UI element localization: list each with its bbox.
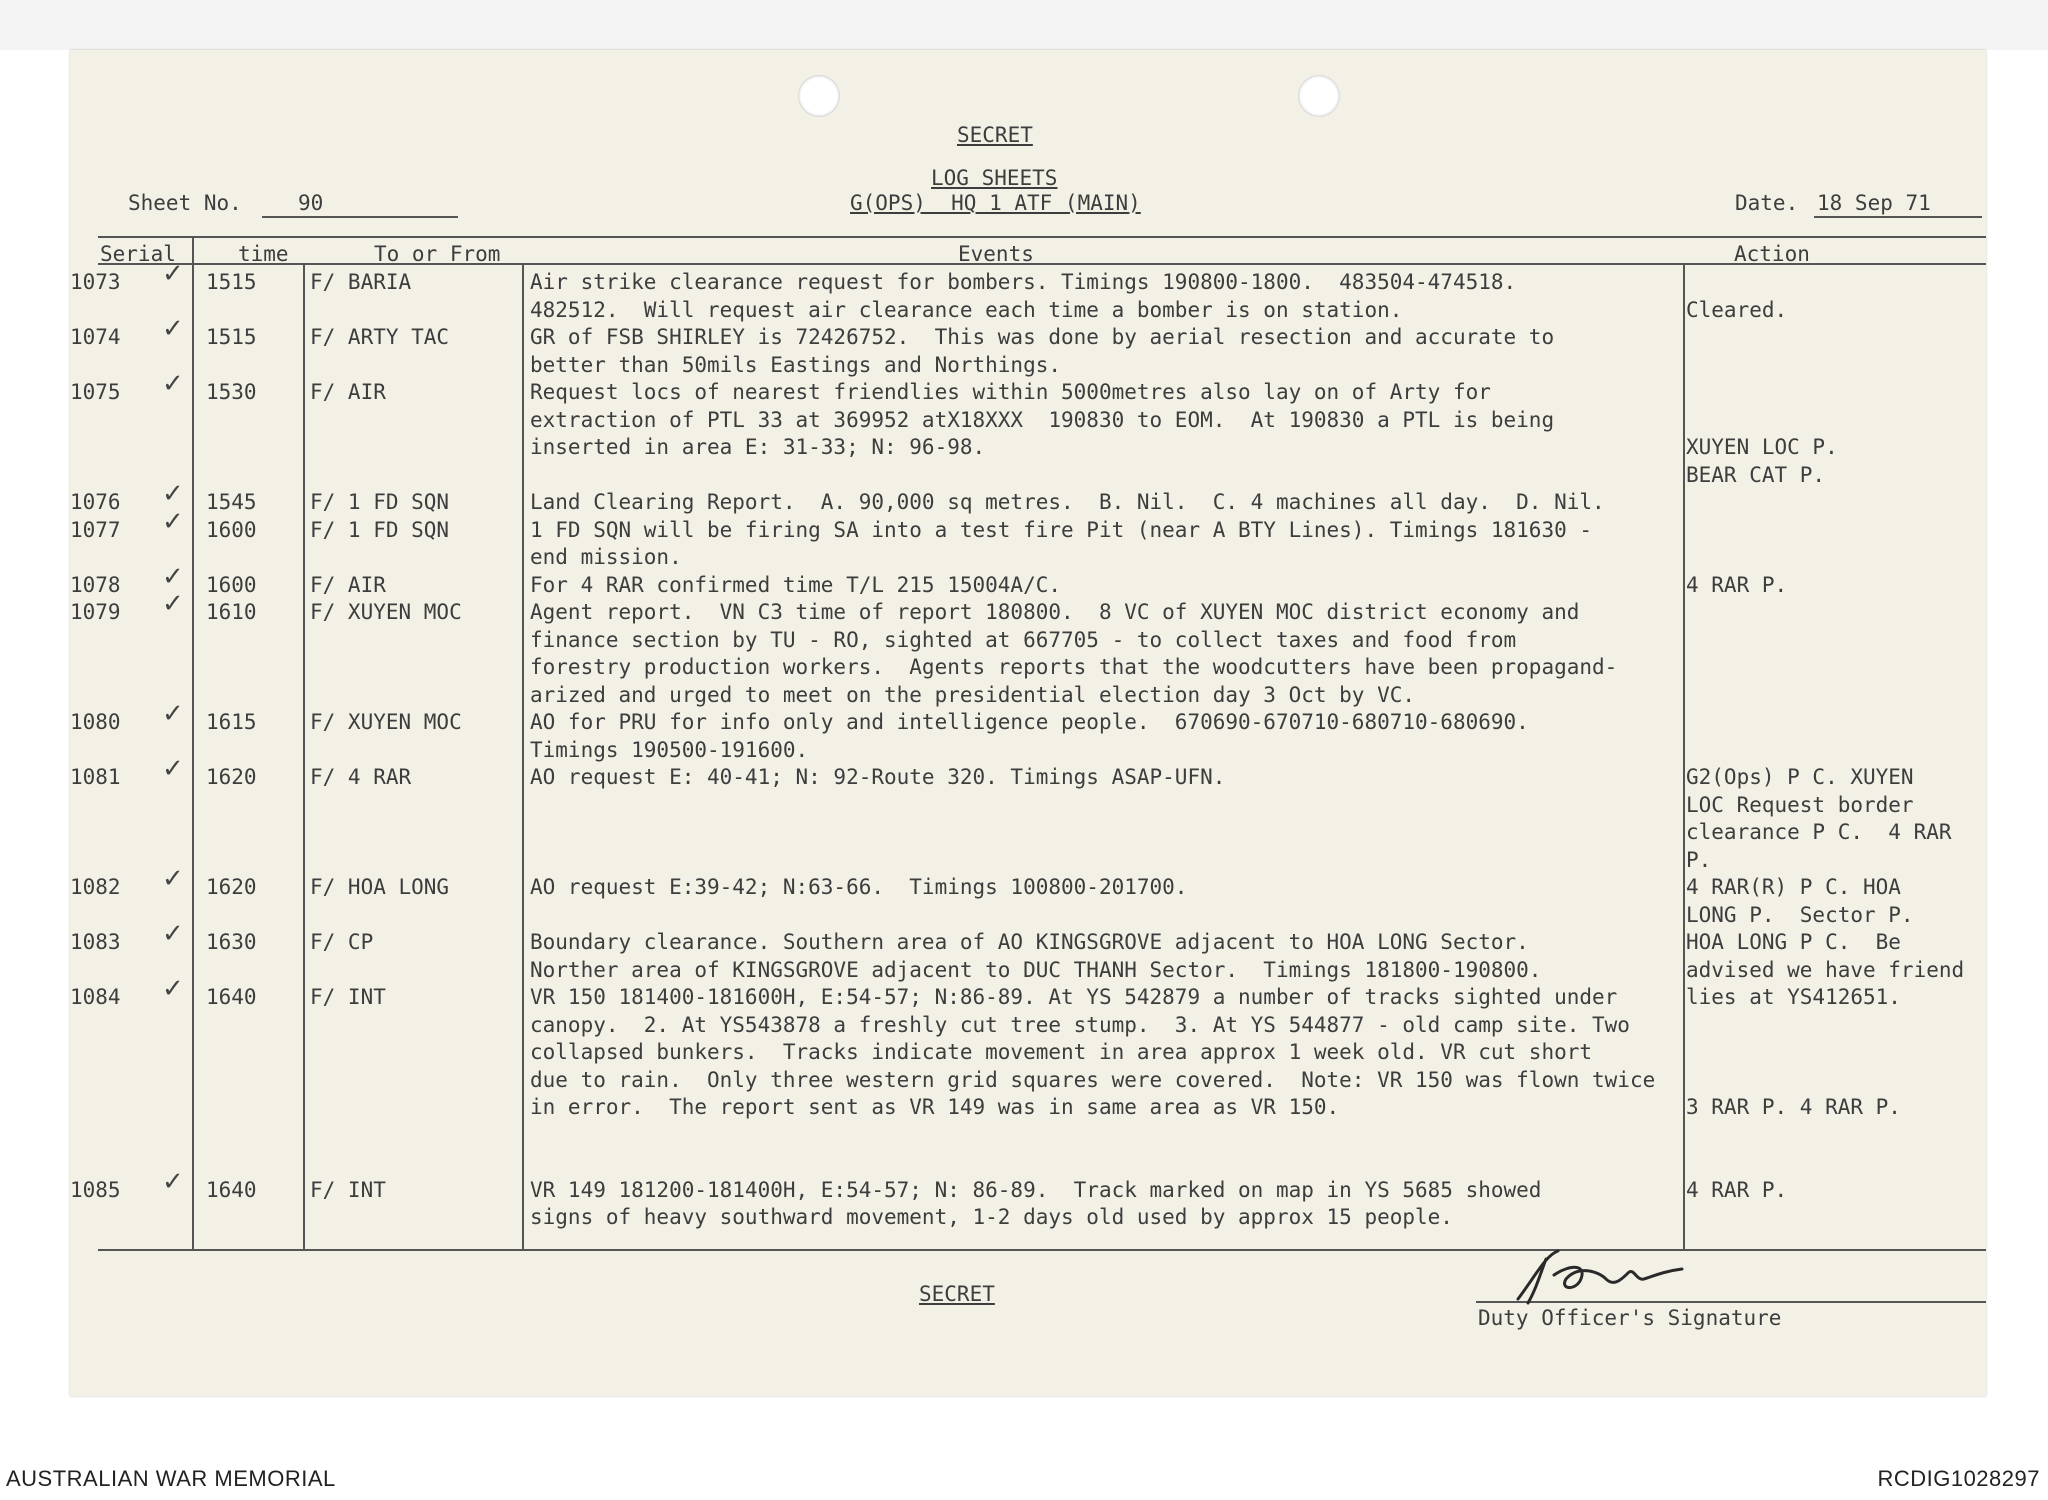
entry-source: F/ 1 FD SQN [310, 490, 450, 514]
entry-time: 1545 [206, 490, 257, 514]
entry-action-line: HOA LONG P C. Be [1686, 930, 1901, 954]
entry-serial: 1078 [70, 572, 121, 597]
log-sheet-page [70, 50, 1986, 1396]
entry-event-line: signs of heavy southward movement, 1-2 days old used by approx 15 people. [530, 1205, 1453, 1229]
entry-time: 1620 [206, 765, 257, 789]
column-header-events: Events [958, 242, 1034, 266]
date-label: Date. [1735, 191, 1799, 215]
column-header-action: Action [1734, 242, 1810, 266]
check-mark-icon: ✓ [162, 314, 184, 344]
entry-event-line: inserted in area E: 31-33; N: 96-98. [530, 435, 986, 459]
entry-action-line: 4 RAR(R) P C. HOA [1686, 875, 1901, 899]
entry-event-line: AO request E: 40-41; N: 92-Route 320. Timings ASAP-UFN. [530, 765, 1226, 789]
check-mark-icon: ✓ [162, 754, 184, 784]
entry-source: F/ 1 FD SQN [310, 517, 450, 542]
check-mark-icon: ✓ [162, 561, 184, 592]
check-mark-icon: ✓ [162, 974, 184, 1004]
entry-event-line: VR 149 181200-181400H, E:54-57; N: 86-89. Track marked on map in YS 5685 showed [530, 1177, 1542, 1202]
check-mark-icon: ✓ [162, 699, 184, 729]
archive-item-id: RCDIG1028297 [1877, 1466, 2040, 1491]
table-top-rule [98, 236, 1986, 238]
entry-event-line: Request locs of nearest friendlies within 5000metres also lay on of Arty for [530, 380, 1491, 404]
entry-action-line: BEAR CAT P. [1686, 462, 1826, 487]
check-mark-icon: ✓ [162, 1166, 184, 1197]
sheet-number-label: Sheet No. [128, 191, 242, 215]
entry-time: 1515 [206, 270, 257, 294]
classification-bottom: SECRET [919, 1282, 995, 1306]
check-mark-icon: ✓ [162, 506, 184, 537]
entry-action-line: G2(Ops) P C. XUYEN [1686, 765, 1914, 789]
entry-event-line: finance section by TU - RO, sighted at 667705 - to collect taxes and food from [530, 627, 1517, 652]
duty-officer-signature [1506, 1245, 1706, 1315]
entry-serial: 1079 [70, 600, 121, 624]
unit-name: G(OPS) HQ 1 ATF (MAIN) [850, 191, 1141, 215]
entry-event-line: due to rain. Only three western grid squares were covered. Note: VR 150 was flown twice [530, 1067, 1656, 1092]
entry-time: 1630 [206, 930, 257, 954]
entry-event-line: For 4 RAR confirmed time T/L 215 15004A/C. [530, 572, 1062, 597]
date-line [1814, 216, 1982, 218]
entry-serial: 1076 [70, 490, 121, 514]
entry-action-line: Cleared. [1686, 297, 1788, 322]
entry-event-line: Timings 190500-191600. [530, 737, 809, 762]
entry-time: 1600 [206, 572, 257, 597]
entry-action-line: P. [1686, 847, 1712, 872]
col-divider-from [522, 263, 524, 1250]
entry-event-line: extraction of PTL 33 at 369952 atX18XXX 190830 to EOM. At 190830 a PTL is being [530, 407, 1555, 432]
document-title: LOG SHEETS [931, 166, 1058, 190]
entry-source: F/ BARIA [310, 270, 412, 294]
entry-source: F/ 4 RAR [310, 765, 412, 789]
entry-time: 1615 [206, 710, 257, 734]
archive-source-label: AUSTRALIAN WAR MEMORIAL [6, 1466, 336, 1491]
entry-action-line: LONG P. Sector P. [1686, 902, 1914, 927]
entry-serial: 1081 [70, 765, 121, 789]
classification-top: SECRET [957, 123, 1033, 147]
entry-serial: 1075 [70, 380, 121, 404]
entry-event-line: 1 FD SQN will be firing SA into a test fire Pit (near A BTY Lines). Timings 181630 - [530, 517, 1593, 542]
check-mark-icon: ✓ [162, 589, 184, 619]
entry-event-line: collapsed bunkers. Tracks indicate movement in area approx 1 week old. VR cut short [530, 1040, 1593, 1064]
entry-event-line: end mission. [530, 545, 682, 569]
entry-action-line: 3 RAR P. 4 RAR P. [1686, 1095, 1901, 1119]
entry-serial: 1073 [70, 270, 121, 294]
col-divider-time [303, 263, 305, 1250]
check-mark-icon: ✓ [162, 369, 184, 399]
entry-event-line: Boundary clearance. Southern area of AO KINGSGROVE adjacent to HOA LONG Sector. [530, 930, 1529, 954]
entry-action-line: 4 RAR P. [1686, 572, 1788, 597]
entry-time: 1600 [206, 517, 257, 542]
col-divider-serial [192, 236, 194, 1250]
entry-source: F/ CP [310, 930, 374, 954]
entry-event-line: VR 150 181400-181600H, E:54-57; N:86-89. At YS 542879 a number of tracks sighted under [530, 985, 1618, 1009]
entry-source: F/ AIR [310, 572, 386, 597]
check-mark-icon: ✓ [162, 479, 184, 509]
column-header-time: time [238, 242, 289, 266]
entry-source: F/ XUYEN MOC [310, 600, 462, 624]
entry-event-line: arized and urged to meet on the presidential election day 3 Oct by VC. [530, 682, 1416, 707]
date-value: 18 Sep 71 [1817, 191, 1931, 215]
entry-event-line: AO for PRU for info only and intelligence people. 670690-670710-680710-680690. [530, 710, 1529, 734]
punch-hole-left [798, 75, 840, 117]
entry-serial: 1082 [70, 875, 121, 899]
scan-top-margin [0, 0, 2048, 50]
entry-source: F/ AIR [310, 380, 386, 404]
entry-event-line: forestry production workers. Agents reports that the woodcutters have been propagand- [530, 655, 1618, 679]
entry-serial: 1074 [70, 325, 121, 349]
entry-action-line: 4 RAR P. [1686, 1177, 1788, 1202]
entry-time: 1610 [206, 600, 257, 624]
entry-event-line: Agent report. VN C3 time of report 180800. 8 VC of XUYEN MOC district economy and [530, 600, 1580, 624]
entry-event-line: Land Clearing Report. A. 90,000 sq metres. B. Nil. C. 4 machines all day. D. Nil. [530, 490, 1605, 514]
entry-time: 1640 [206, 1177, 257, 1202]
sheet-number-value: 90 [298, 191, 324, 215]
column-header-serial: Serial [100, 242, 176, 266]
entry-source: F/ INT [310, 985, 386, 1009]
signature-label: Duty Officer's Signature [1478, 1306, 1782, 1330]
entry-event-line: better than 50mils Eastings and Northings. [530, 352, 1062, 377]
punch-hole-right [1298, 75, 1340, 117]
entry-event-line: in error. The report sent as VR 149 was in same area as VR 150. [530, 1095, 1340, 1119]
entry-event-line: 482512. Will request air clearance each time a bomber is on station. [530, 297, 1403, 322]
entry-serial: 1084 [70, 985, 121, 1009]
col-divider-events [1683, 263, 1685, 1250]
entry-event-line: canopy. 2. At YS543878 a freshly cut tree stump. 3. At YS 544877 - old camp site. Two [530, 1012, 1630, 1037]
entry-time: 1530 [206, 380, 257, 404]
sheet-number-line [262, 216, 458, 218]
entry-action-line: lies at YS412651. [1686, 985, 1901, 1009]
entry-serial: 1080 [70, 710, 121, 734]
entry-serial: 1077 [70, 517, 121, 542]
entry-action-line: clearance P C. 4 RAR [1686, 820, 1952, 844]
entry-time: 1515 [206, 325, 257, 349]
entry-source: F/ ARTY TAC [310, 325, 450, 349]
check-mark-icon: ✓ [162, 919, 184, 949]
column-header-from: To or From [374, 242, 501, 266]
entry-event-line: GR of FSB SHIRLEY is 72426752. This was done by aerial resection and accurate to [530, 325, 1555, 349]
entry-source: F/ INT [310, 1177, 386, 1202]
entry-action-line: LOC Request border [1686, 792, 1914, 817]
entry-source: F/ XUYEN MOC [310, 710, 462, 734]
entry-serial: 1083 [70, 930, 121, 954]
entry-serial: 1085 [70, 1177, 121, 1202]
check-mark-icon: ✓ [162, 259, 184, 289]
entry-time: 1640 [206, 985, 257, 1009]
check-mark-icon: ✓ [162, 864, 184, 894]
entry-event-line: AO request E:39-42; N:63-66. Timings 100800-201700. [530, 875, 1188, 899]
entry-event-line: Norther area of KINGSGROVE adjacent to DUC THANH Sector. Timings 181800-190800. [530, 957, 1542, 982]
entry-time: 1620 [206, 875, 257, 899]
entry-action-line: advised we have friend [1686, 957, 1965, 982]
entry-event-line: Air strike clearance request for bombers. Timings 190800-1800. 483504-474518. [530, 270, 1517, 294]
entry-source: F/ HOA LONG [310, 875, 450, 899]
entry-action-line: XUYEN LOC P. [1686, 435, 1838, 459]
